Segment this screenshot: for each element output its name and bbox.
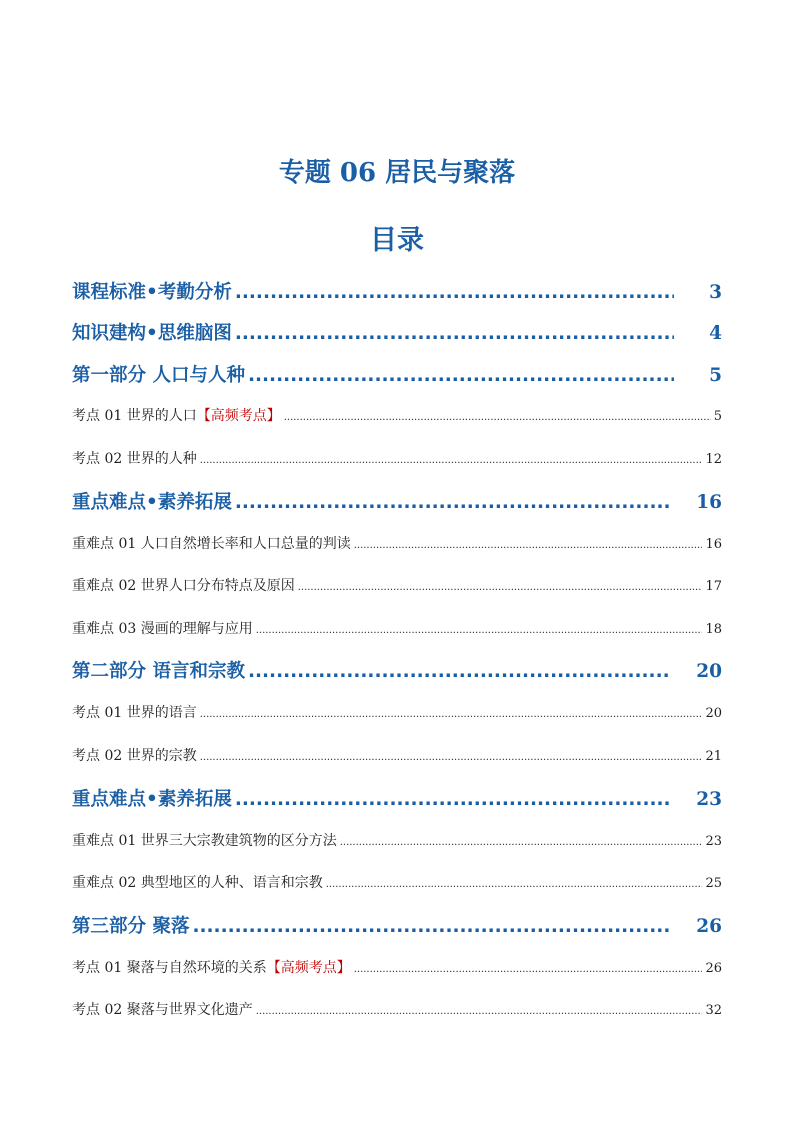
toc-entry-label: 重难点 03 漫画的理解与应用 [72, 621, 253, 637]
toc-entry[interactable] [72, 830, 722, 850]
toc-entry[interactable] [72, 319, 722, 345]
toc-entry-label: 课程标准•考勤分析 [72, 282, 232, 303]
toc-entry-label: 第一部分 人口与人种 [72, 365, 245, 386]
toc-entry[interactable] [72, 785, 722, 811]
toc-entry[interactable] [72, 912, 722, 938]
toc-entry-label: 重难点 01 世界三大宗教建筑物的区分方法 [72, 833, 337, 849]
toc-entry-label: 考点 02 世界的人种 [72, 451, 197, 467]
dot-leader [200, 705, 703, 721]
toc-entry[interactable] [72, 361, 722, 387]
toc-page-number: 12 [705, 452, 722, 467]
dot-leader [354, 536, 703, 552]
toc-entry[interactable] [72, 872, 722, 892]
toc-entry[interactable] [72, 278, 722, 304]
toc-entry-label: 第三部分 聚落 [72, 916, 190, 937]
toc-page-number: 5 [713, 409, 722, 424]
toc-entry-label: 考点 02 世界的宗教 [72, 748, 197, 764]
toc-page-number: 17 [705, 579, 722, 594]
toc-entry[interactable] [72, 702, 722, 722]
toc-entry-label: 重难点 02 世界人口分布特点及原因 [72, 578, 295, 594]
toc-entry[interactable] [72, 957, 722, 977]
dot-leader [235, 323, 674, 344]
toc-page-number: 23 [696, 789, 722, 810]
toc-page-number: 16 [696, 492, 722, 513]
dot-leader [340, 833, 703, 849]
toc-page-number: 5 [709, 365, 722, 386]
toc-entry-label: 考点 01 聚落与自然环境的关系 [72, 960, 267, 976]
toc-entry[interactable] [72, 405, 722, 425]
toc-page-number: 26 [696, 916, 722, 937]
toc-entry-label: 考点 01 世界的语言 [72, 705, 197, 721]
dot-leader [354, 960, 703, 976]
toc-entry[interactable] [72, 448, 722, 468]
toc-entry[interactable] [72, 618, 722, 638]
toc-page-number: 21 [705, 749, 722, 764]
dot-leader [284, 408, 711, 424]
toc-entry-label: 重难点 01 人口自然增长率和人口总量的判读 [72, 536, 351, 552]
toc-page-number: 25 [705, 876, 722, 891]
toc-page-number: 20 [696, 661, 722, 682]
dot-leader [192, 916, 670, 937]
toc-page-number: 26 [705, 961, 722, 976]
toc-entry-label: 考点 02 聚落与世界文化遗产 [72, 1002, 253, 1018]
high-frequency-tag: 【高频考点】 [266, 960, 351, 976]
toc-entry[interactable] [72, 999, 722, 1019]
dot-leader [248, 365, 674, 386]
toc-entry[interactable] [72, 745, 722, 765]
dot-leader [248, 661, 670, 682]
dot-leader [326, 875, 703, 891]
toc-page-number: 20 [705, 706, 722, 721]
high-frequency-tag: 【高频考点】 [196, 408, 281, 424]
dot-leader [256, 621, 703, 637]
toc-entry[interactable] [72, 488, 722, 514]
toc-entry-label: 考点 01 世界的人口 [72, 408, 197, 424]
toc-page-number: 16 [705, 537, 722, 552]
toc-entry-label: 重点难点•素养拓展 [72, 789, 232, 810]
dot-leader [298, 578, 703, 594]
toc-entry[interactable] [72, 575, 722, 595]
dot-leader [235, 789, 670, 810]
toc-page-number: 18 [705, 622, 722, 637]
dot-leader [200, 451, 703, 467]
toc-entry[interactable] [72, 533, 722, 553]
toc-page-number: 3 [709, 282, 722, 303]
toc-page-number: 23 [705, 834, 722, 849]
toc-entry-label: 重点难点•素养拓展 [72, 492, 232, 513]
document-title: 专题 06 居民与聚落 [278, 158, 516, 188]
toc-entry-label: 重难点 02 典型地区的人种、语言和宗教 [72, 875, 323, 891]
dot-leader [235, 282, 674, 303]
toc-heading: 目录 [370, 225, 424, 256]
dot-leader [235, 492, 670, 513]
toc-entry-label: 第二部分 语言和宗教 [72, 661, 245, 682]
toc-entry[interactable] [72, 657, 722, 683]
toc-page-number: 32 [705, 1003, 722, 1018]
dot-leader [200, 748, 703, 764]
toc-entry-label: 知识建构•思维脑图 [72, 323, 232, 344]
dot-leader [256, 1002, 703, 1018]
toc-page-number: 4 [709, 323, 722, 344]
